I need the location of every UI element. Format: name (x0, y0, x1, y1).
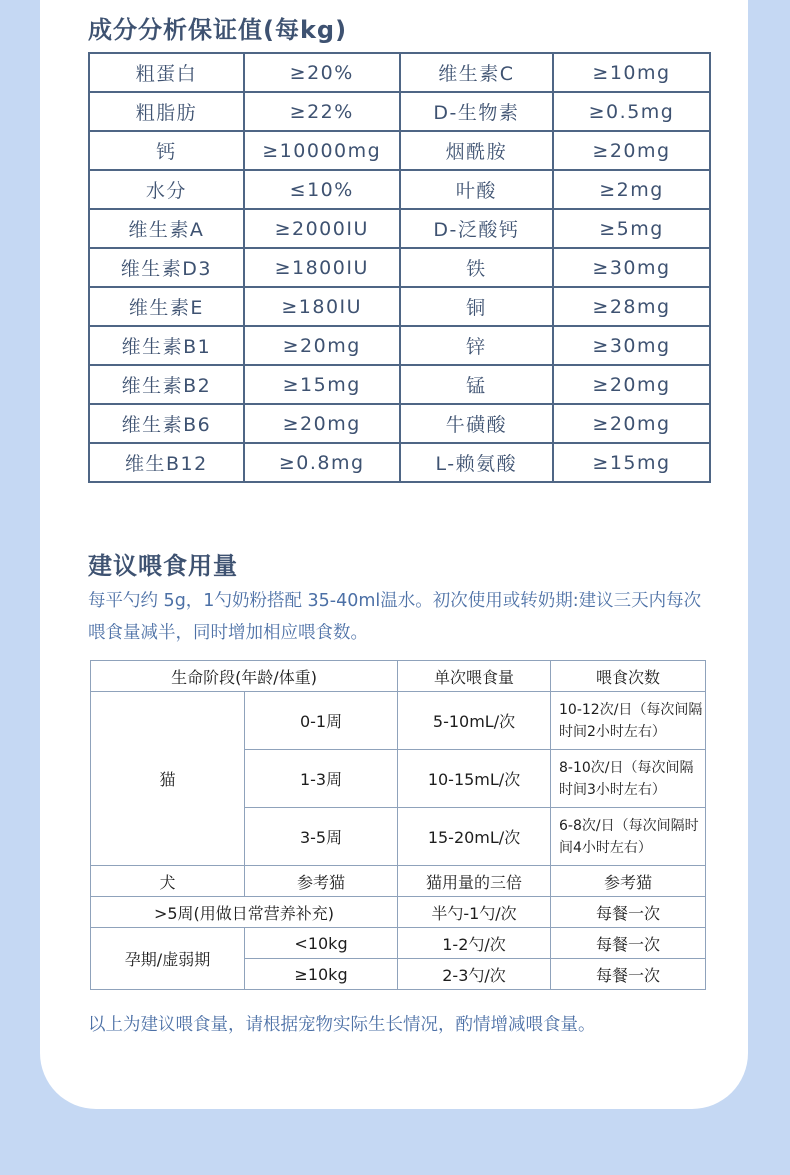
nutrient-value: ≥20mg (553, 365, 710, 404)
cat-age: 3-5周 (245, 808, 398, 866)
cat-amount: 5-10mL/次 (398, 692, 551, 750)
adult-amount: 半勺-1勺/次 (398, 897, 551, 928)
pregnancy-weight: <10kg (245, 928, 398, 959)
dog-age: 参考猫 (245, 866, 398, 897)
nutrient-name: L-赖氨酸 (400, 443, 553, 482)
table-row (89, 404, 710, 443)
nutrient-value: ≥10000mg (244, 131, 400, 170)
nutrient-name: 牛磺酸 (400, 404, 553, 443)
nutrient-value: ≥1800IU (244, 248, 400, 287)
table-row (89, 131, 710, 170)
nutrient-value: ≥2mg (553, 170, 710, 209)
nutrient-value: ≥20mg (553, 404, 710, 443)
adult-stage: >5周(用做日常营养补充) (91, 897, 398, 928)
nutrient-value: ≥20mg (553, 131, 710, 170)
nutrient-value: ≥20mg (244, 326, 400, 365)
nutrient-name: 叶酸 (400, 170, 553, 209)
feeding-header-row (91, 661, 706, 692)
feeding-instructions: 每平勺约 5g，1勺奶粉搭配 35-40ml温水。初次使用或转奶期:建议三天内每次喂食量减半，同时增加相应喂食数。 (88, 591, 702, 643)
table-row (89, 170, 710, 209)
cat-age: 0-1周 (245, 692, 398, 750)
table-row (91, 692, 706, 750)
table-row (89, 209, 710, 248)
table-row (89, 53, 710, 92)
header-amount: 单次喂食量 (398, 661, 551, 692)
header-stage: 生命阶段(年龄/体重) (91, 661, 398, 692)
table-row (89, 326, 710, 365)
nutrient-value: ≥5mg (553, 209, 710, 248)
nutrient-name: 维生素E (89, 287, 244, 326)
nutrient-value: ≥15mg (244, 365, 400, 404)
feeding-title: 建议喂食用量 (88, 552, 238, 580)
pregnancy-weight: ≥10kg (245, 959, 398, 990)
dog-row (91, 866, 706, 897)
nutrient-name: 水分 (89, 170, 244, 209)
nutrient-value: ≥0.8mg (244, 443, 400, 482)
dog-label: 犬 (91, 866, 245, 897)
table-row (89, 287, 710, 326)
nutrient-name: 烟酰胺 (400, 131, 553, 170)
nutrient-value: ≥22% (244, 92, 400, 131)
cat-amount: 10-15mL/次 (398, 750, 551, 808)
nutrient-name: 维生素C (400, 53, 553, 92)
nutrient-name: 维生B12 (89, 443, 244, 482)
pregnancy-amount: 1-2勺/次 (398, 928, 551, 959)
pregnancy-amount: 2-3勺/次 (398, 959, 551, 990)
pregnancy-label: 孕期/虚弱期 (91, 928, 245, 990)
nutrient-name: D-泛酸钙 (400, 209, 553, 248)
dog-frequency: 参考猫 (551, 866, 706, 897)
nutrient-name: 锰 (400, 365, 553, 404)
nutrient-value: ≥2000IU (244, 209, 400, 248)
nutrient-name: 维生素B6 (89, 404, 244, 443)
cat-label: 猫 (91, 692, 245, 866)
nutrient-name: 钙 (89, 131, 244, 170)
nutrient-name: 维生素A (89, 209, 244, 248)
table-row (89, 443, 710, 482)
nutrient-value: ≥10mg (553, 53, 710, 92)
nutrient-name: 粗蛋白 (89, 53, 244, 92)
cat-amount: 15-20mL/次 (398, 808, 551, 866)
pregnancy-frequency: 每餐一次 (551, 928, 706, 959)
dog-amount: 猫用量的三倍 (398, 866, 551, 897)
cat-frequency: 8-10次/日（每次间隔时间3小时左右） (551, 750, 706, 808)
table-row (91, 928, 706, 959)
table-row (89, 248, 710, 287)
table-row (89, 365, 710, 404)
pregnancy-frequency: 每餐一次 (551, 959, 706, 990)
nutrient-name: 铜 (400, 287, 553, 326)
adult-row (91, 897, 706, 928)
footer-note: 以上为建议喂食量，请根据宠物实际生长情况，酌情增减喂食量。 (88, 1015, 596, 1035)
analysis-title: 成分分析保证值(每kg) (88, 16, 348, 44)
nutrient-name: D-生物素 (400, 92, 553, 131)
nutrient-value: ≥30mg (553, 248, 710, 287)
nutrient-value: ≥0.5mg (553, 92, 710, 131)
adult-frequency: 每餐一次 (551, 897, 706, 928)
nutrient-value: ≥20mg (244, 404, 400, 443)
nutrient-value: ≥20% (244, 53, 400, 92)
nutrient-value: ≥30mg (553, 326, 710, 365)
header-frequency: 喂食次数 (551, 661, 706, 692)
nutrient-name: 粗脂肪 (89, 92, 244, 131)
feeding-table (90, 660, 706, 990)
nutrient-name: 维生素B1 (89, 326, 244, 365)
nutrient-value: ≥15mg (553, 443, 710, 482)
nutrient-value: ≥28mg (553, 287, 710, 326)
table-row (89, 92, 710, 131)
cat-frequency: 10-12次/日（每次间隔时间2小时左右） (551, 692, 706, 750)
nutrient-value: ≤10% (244, 170, 400, 209)
nutrient-table (88, 52, 711, 483)
cat-age: 1-3周 (245, 750, 398, 808)
nutrient-name: 锌 (400, 326, 553, 365)
cat-frequency: 6-8次/日（每次间隔时间4小时左右） (551, 808, 706, 866)
nutrient-name: 维生素D3 (89, 248, 244, 287)
nutrient-name: 铁 (400, 248, 553, 287)
nutrient-value: ≥180IU (244, 287, 400, 326)
nutrient-name: 维生素B2 (89, 365, 244, 404)
